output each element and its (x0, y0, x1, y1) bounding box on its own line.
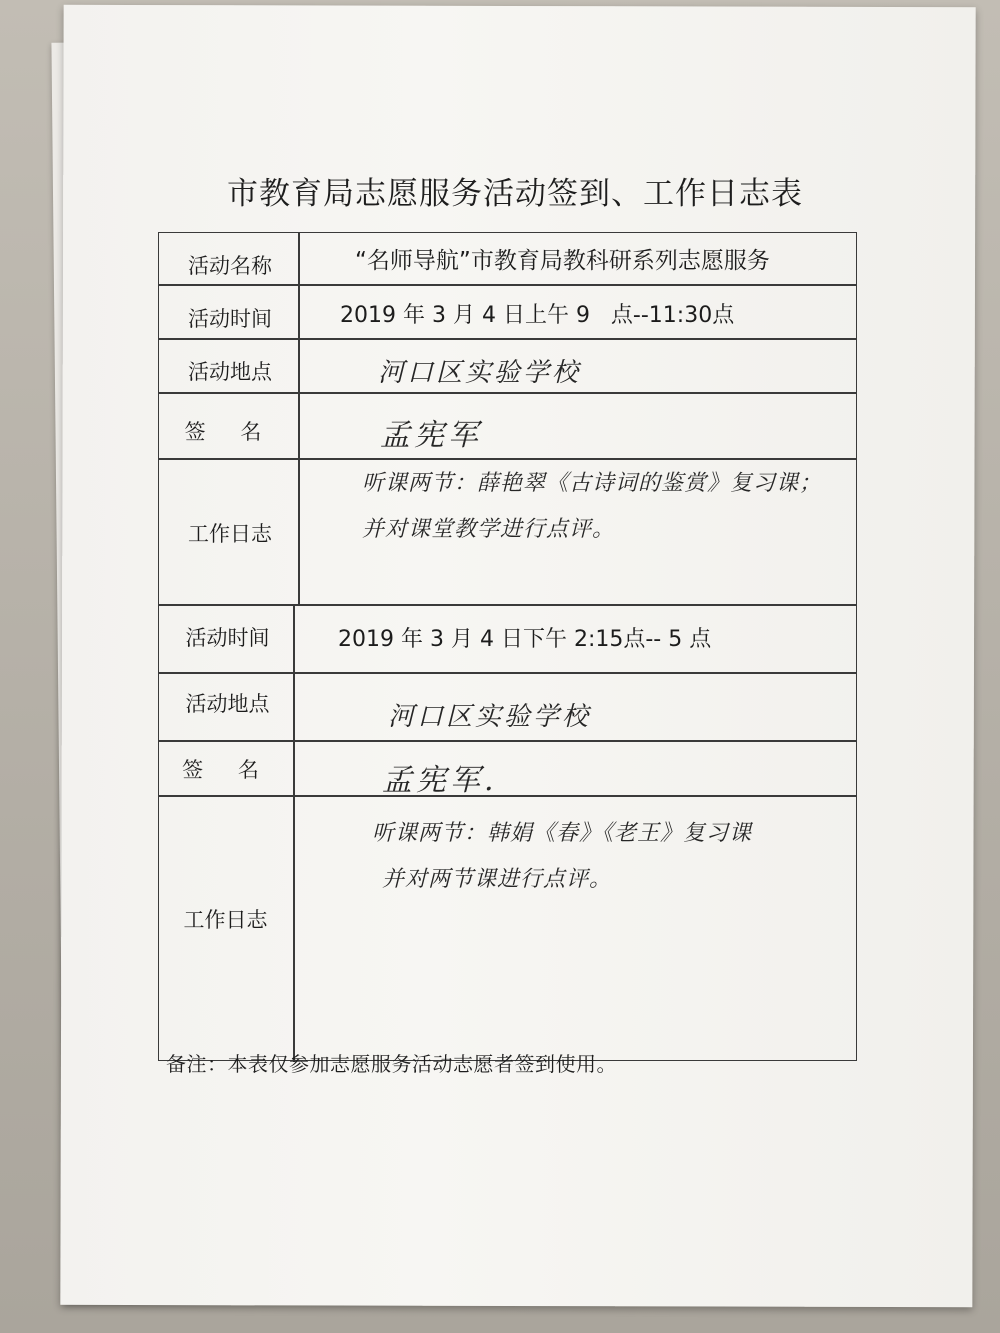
session1-place-label: 活动地点 (188, 360, 272, 384)
session1-log-line1: 听课两节：薛艳翠《古诗词的鉴赏》复习课； (362, 471, 823, 496)
session1-time-label: 活动时间 (188, 307, 272, 331)
session2-log-line2: 并对两节课进行点评。 (382, 867, 613, 892)
session1-log-label: 工作日志 (188, 522, 272, 546)
session2-sign-label: 签 名 (182, 758, 273, 782)
session2-signature: 孟宪军. (382, 763, 498, 798)
row-divider (158, 284, 856, 286)
row-divider (158, 338, 856, 340)
form-footnote: 备注：本表仅参加志愿服务活动志愿者签到使用。 (166, 1052, 617, 1076)
row-divider (158, 672, 856, 674)
row-divider (158, 392, 856, 394)
activity-name-value: “名师导航”市教育局教科研系列志愿服务 (355, 248, 770, 274)
session2-place-label: 活动地点 (185, 692, 270, 716)
activity-name-label: 活动名称 (188, 254, 272, 278)
document-title: 市教育局志愿服务活动签到、工作日志表 (227, 176, 803, 212)
row-divider (158, 604, 856, 606)
row-divider (158, 795, 856, 797)
session2-log-line1: 听课两节：韩娟《春》《老王》复习课 (372, 821, 753, 846)
session1-time-value: 2019 年 3 月 4 日上午 9 点--11:30点 (340, 303, 735, 328)
session1-log-line2: 并对课堂教学进行点评。 (362, 517, 616, 542)
session1-sign-label: 签 名 (184, 420, 276, 444)
session2-time-value: 2019 年 3 月 4 日下午 2:15点-- 5 点 (338, 627, 712, 652)
session1-place-value: 河口区实验学校 (378, 358, 582, 388)
row-divider (158, 458, 856, 460)
session2-place-value: 河口区实验学校 (388, 702, 592, 732)
session2-log-label: 工作日志 (183, 908, 268, 932)
session1-signature: 孟宪军 (380, 418, 482, 453)
row-divider (158, 740, 856, 742)
session2-time-label: 活动时间 (185, 626, 270, 650)
